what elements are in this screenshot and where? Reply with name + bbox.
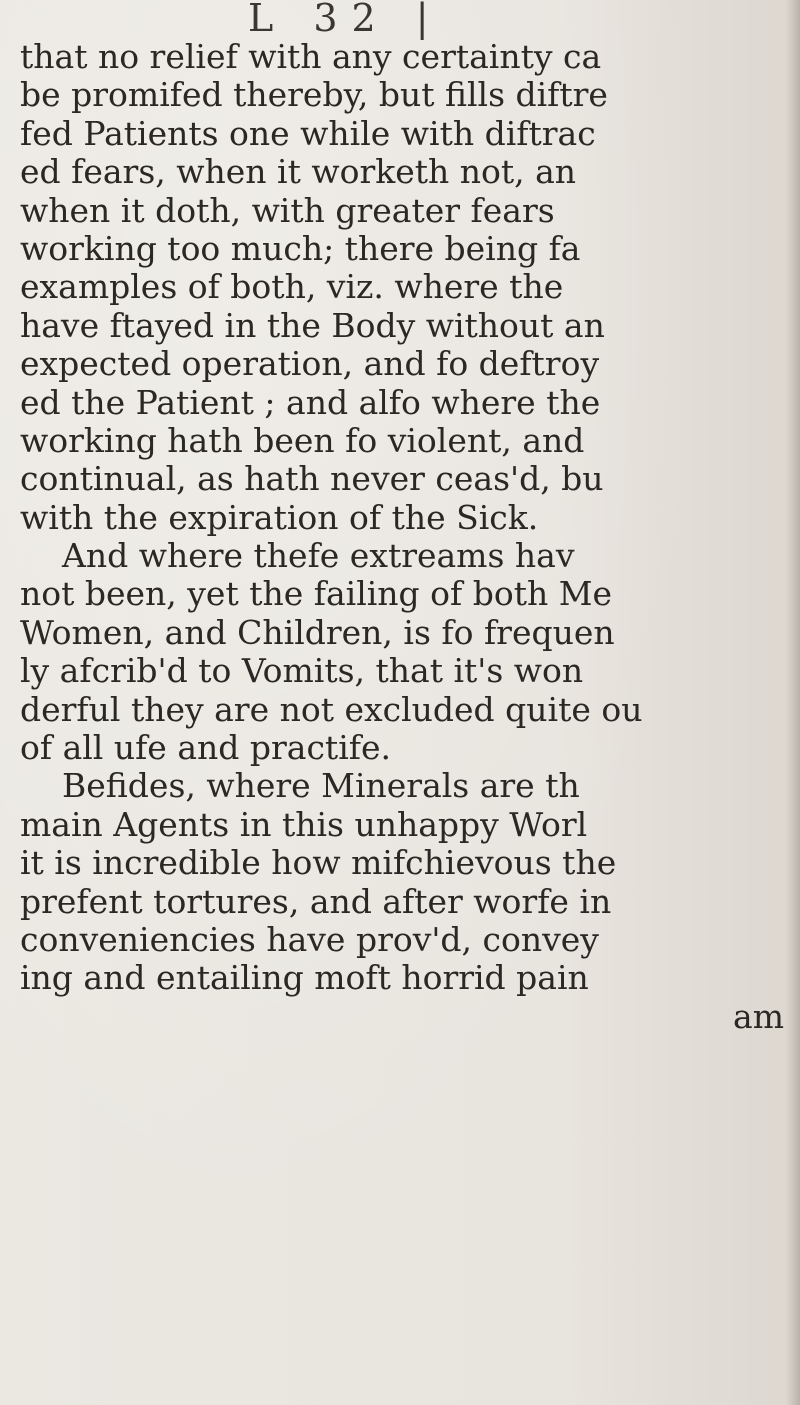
text-line: expected operation, and fo deftroy xyxy=(20,345,600,384)
text-line: of all ufe and practife. xyxy=(20,729,391,768)
text-line: prefent tortures, and after worfe in xyxy=(20,882,612,921)
text-line: working hath been fo violent, and xyxy=(20,421,585,460)
text-line: ed fears, when it worketh not, an xyxy=(20,153,577,192)
text-line: working too much; there being fa xyxy=(20,229,581,268)
text-line: continual, as hath never ceas'd, bu xyxy=(20,460,604,499)
text-line: examples of both, viz. where the xyxy=(20,268,564,307)
text-line: fed Patients one while with diftrac xyxy=(20,114,596,153)
text-line: ly afcrib'd to Vomits, that it's won xyxy=(20,652,584,691)
page-folio: L 32 | xyxy=(248,0,443,40)
text-line: not been, yet the failing of both Me xyxy=(20,575,613,614)
text-line: main Agents in this unhappy Worl xyxy=(20,805,588,844)
text-line: am xyxy=(733,997,784,1036)
text-line: that no relief with any certainty ca xyxy=(20,38,602,76)
text-line: Women, and Children, is fo frequen xyxy=(20,613,615,652)
text-line: Befides, where Minerals are th xyxy=(62,767,580,806)
text-line: And where thefe extreams hav xyxy=(62,537,575,576)
page-body-text xyxy=(20,38,800,1036)
text-line: ing and entailing moft horrid pain xyxy=(20,959,589,998)
text-line: derful they are not excluded quite ou xyxy=(20,690,643,729)
text-line: be promifed thereby, but fills diftre xyxy=(20,76,608,115)
text-line: with the expiration of the Sick. xyxy=(20,498,539,537)
text-line: conveniencies have prov'd, convey xyxy=(20,920,599,959)
text-line: when it doth, with greater fears xyxy=(20,191,555,230)
text-line: ed the Patient ; and alfo where the xyxy=(20,383,601,422)
text-line: it is incredible how mifchievous the xyxy=(20,844,617,883)
text-line: have ftayed in the Body without an xyxy=(20,306,605,345)
